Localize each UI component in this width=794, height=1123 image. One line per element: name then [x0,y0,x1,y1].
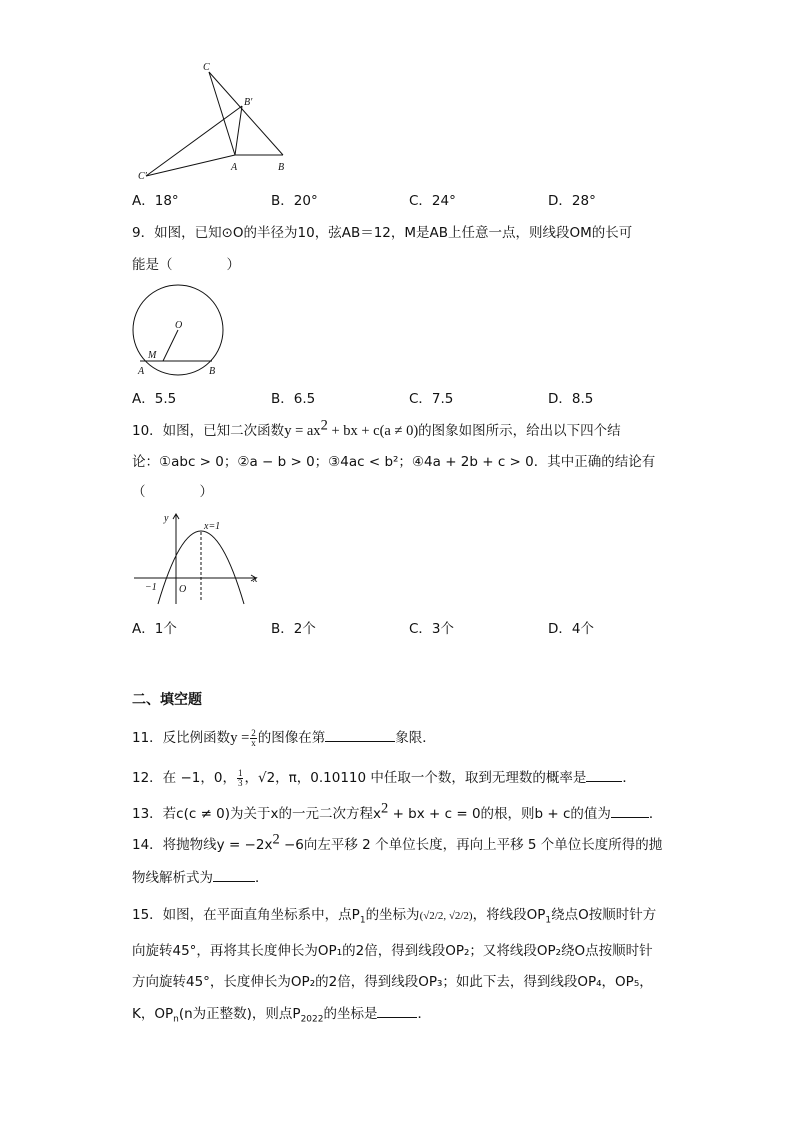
q10-stem-line3: （ ） [132,484,213,500]
q12-fraction [237,769,244,788]
q10-option-c[interactable]: C．3个 [409,621,455,637]
q10-sup-2: 2 [320,417,328,434]
q12-middle: ，√2，π，0.10110 中任取一个数，取到无理数的概率是 [244,770,587,786]
q15-line4-prefix: K，OP [132,1006,174,1022]
q8-label-C-prime: C′ [138,171,147,182]
q9-circle-figure [130,283,230,378]
q15-stem-line1 [132,905,656,926]
q9-label-A: A [138,366,145,377]
q10-stem-line2: 论：①abc > 0；②a − b > 0；③4ac < b²；④4a + 2b + c > 0．其中正确的结论有 [132,454,656,470]
q9-stem-line1: 9．如图，已知⊙O的半径为10，弦AB＝12，M是AB上任意一点，则线段OM的长可 [132,225,633,241]
q15-stem-line3: 方向旋转45°，长度伸长为OP₂的2倍，得到线段OP₃；如此下去，得到线段OP₄，OP₅， [132,974,653,990]
q10-option-d[interactable]: D．4个 [548,621,594,637]
q15-stem-line4 [132,1003,431,1024]
q13-answer-blank[interactable] [611,803,649,818]
q14-line2-prefix: 物线解析式为 [132,870,213,886]
q8-label-A: A [231,162,238,173]
q8-option-b[interactable]: B．20° [271,193,318,209]
q15-answer-blank[interactable] [377,1003,417,1018]
q12-answer-blank[interactable] [586,767,622,782]
q10-label-axis: x=1 [204,521,221,532]
q11-fraction [250,729,257,748]
q11-middle: 的图像在第 [257,730,326,746]
q15-sub-2022: 2022 [300,1014,324,1025]
q14-stem-line2 [132,867,269,888]
q15-line1-suffix: 绕点O按顺时针方 [551,907,657,923]
q12-stem [132,767,636,788]
q15-line4-middle: (n为正整数)，则点P [178,1006,301,1022]
q8-label-B-prime: B′ [244,97,253,108]
q9-label-O: O [175,320,183,331]
q8-segment-AB-prime [235,106,242,155]
q10-stem-line1 [132,417,621,441]
q8-segment-CB [209,72,283,155]
q11-stem [132,727,436,748]
q14-rest: −6向左平移 2 个单位长度，再向上平移 5 个单位长度所得的抛 [279,837,663,853]
q8-label-B: B [278,162,285,173]
q10-label-neg1: −1 [145,582,157,593]
q12-fraction-denominator: 3 [237,777,243,788]
q13-stem [132,800,663,824]
q12-prefix: 12．在 −1，0， [132,770,236,786]
q12-suffix: ． [622,770,636,786]
q9-label-B: B [209,366,216,377]
q9-option-d[interactable]: D．8.5 [548,391,594,407]
q11-fraction-numerator: 2 [251,727,256,738]
q15-coord-label: 的坐标为 [365,907,420,923]
q14-prefix: 14．将抛物线y = −2x [132,837,273,853]
q11-answer-blank[interactable] [325,727,395,742]
q9-stem-line2: 能是（ ） [132,257,240,273]
q8-triangle-figure [136,58,306,183]
q14-line2-suffix: ． [255,870,269,886]
q8-option-d[interactable]: D．28° [548,193,596,209]
q10-stem-suffix: 的图象如图所示，给出以下四个结 [418,423,621,439]
q14-stem-line1 [132,831,663,855]
q10-label-x: x [253,574,258,585]
q10-function-rest: + bx + c(a ≠ 0) [327,423,419,439]
q13-middle: + bx + c = 0的根，则b + c的值为 [388,806,611,822]
q15-stem-line2: 向旋转45°，再将其长度伸长为OP₁的2倍，得到线段OP₂；又将线段OP₂绕O点按顺时针 [132,943,653,959]
q8-segment-CprimeBprime [146,106,242,176]
q15-segment-label: ，将线段OP [472,907,546,923]
q9-option-b[interactable]: B．6.5 [271,391,316,407]
q10-parabola-figure [132,508,264,608]
q15-prefix: 15．如图，在平面直角坐标系中，点P [132,907,360,923]
section-fill-in-blank-title: 二、填空题 [132,692,202,708]
q13-prefix: 13．若c(c ≠ 0)为关于x的一元二次方程x [132,806,382,822]
q14-sup-2: 2 [272,831,280,848]
q15-sub-n: n [173,1014,179,1025]
q9-option-a[interactable]: A．5.5 [132,391,177,407]
q15-line4-label: 的坐标是 [323,1006,378,1022]
q10-function-y: y = ax [284,423,321,439]
q14-answer-blank[interactable] [213,867,255,882]
q11-function: y = [230,730,250,746]
q8-label-C: C [203,62,210,73]
q10-label-O: O [179,584,187,595]
q10-stem-prefix: 10．如图，已知二次函数 [132,423,285,439]
q12-fraction-numerator: 1 [237,767,243,778]
q15-sub-1b: 1 [545,915,552,926]
q8-option-a[interactable]: A．18° [132,193,179,209]
q15-sub-1a: 1 [359,915,366,926]
q10-option-a[interactable]: A．1个 [132,621,177,637]
q8-segment-CprimeA [146,155,235,176]
q13-suffix: ． [648,806,663,822]
q13-sup-2: 2 [381,800,389,817]
q11-prefix: 11．反比例函数 [132,730,231,746]
q8-option-c[interactable]: C．24° [409,193,456,209]
q15-coordinate: (√2/2, √2/2) [419,910,473,922]
q10-option-b[interactable]: B．2个 [271,621,316,637]
q9-label-M: M [148,350,157,361]
q9-option-c[interactable]: C．7.5 [409,391,454,407]
q11-suffix: 象限． [395,730,436,746]
q10-label-y: y [164,513,169,524]
q15-line4-suffix: ． [417,1006,431,1022]
q11-fraction-denominator: x [251,737,256,748]
q9-segment-OM [163,330,178,361]
